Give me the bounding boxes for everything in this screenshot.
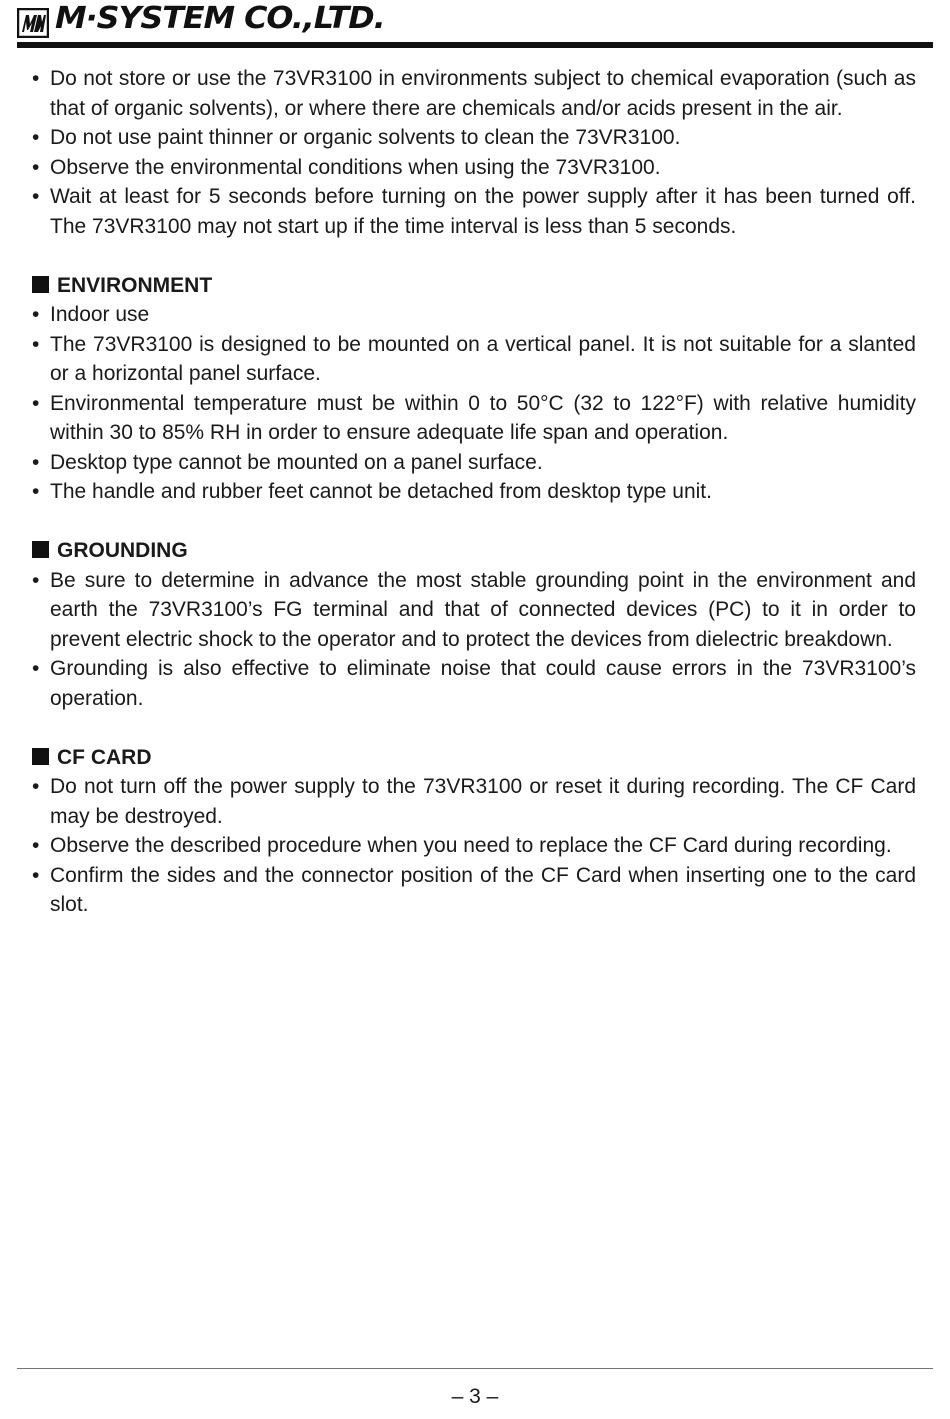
list-item <box>32 182 916 241</box>
list-item <box>32 654 916 713</box>
list-item-text: Desktop type cannot be mounted on a panel surface. <box>50 450 543 474</box>
list-item-text: Wait at least for 5 seconds before turning on the power supply after it has been turned off. The 73VR3100 may not start up if the time interval is less than 5 seconds. <box>50 185 916 238</box>
section-cf-card <box>32 743 916 920</box>
list-item <box>32 330 916 389</box>
section-heading-text: GROUNDING <box>57 539 188 562</box>
section-heading-text: ENVIRONMENT <box>57 273 213 297</box>
list-item-text: Environmental temperature must be within 0 to 50°C (32 to 122°F) with relative humidity within 30 to 85% RH in order to ensure adequate life span and operation. <box>50 391 916 444</box>
list-item <box>32 448 916 478</box>
environment-list <box>32 300 916 507</box>
section-general-precautions <box>32 64 916 241</box>
general-precautions-list <box>32 64 916 241</box>
section-heading-text: CF CARD <box>57 745 152 769</box>
list-item <box>32 300 916 330</box>
list-item <box>32 831 916 861</box>
bullet-icon: • <box>32 391 40 415</box>
grounding-list <box>32 566 916 714</box>
section-heading <box>32 271 916 301</box>
footer-rule <box>17 1368 933 1369</box>
m-system-logo-icon <box>17 8 49 38</box>
section-heading <box>32 536 916 566</box>
list-item-text: The handle and rubber feet cannot be detached from desktop type unit. <box>50 480 712 503</box>
page-number: – 3 – <box>451 1385 499 1408</box>
bullet-icon: • <box>32 67 40 90</box>
list-item <box>32 389 916 448</box>
square-bullet-icon <box>32 541 49 558</box>
page-header <box>17 1 933 48</box>
list-item-text: Do not store or use the 73VR3100 in environments subject to chemical evaporation (such as that of organic solvents), or where there are chemicals and/or acids present in the air. <box>50 67 916 120</box>
list-item-text: Observe the environmental conditions when using the 73VR3100. <box>50 155 661 179</box>
list-item <box>32 123 916 153</box>
bullet-icon: • <box>32 185 40 208</box>
bullet-icon: • <box>32 863 40 887</box>
header-rule <box>17 42 933 48</box>
list-item-text: Do not use paint thinner or organic solvents to clean the 73VR3100. <box>50 126 681 149</box>
list-item-text: The 73VR3100 is designed to be mounted on a vertical panel. It is not suitable for a slanted or a horizontal panel surface. <box>50 332 916 385</box>
company-name: M·SYSTEM CO.,LTD. <box>55 1 385 36</box>
page-content <box>32 64 916 949</box>
list-item-text: Do not turn off the power supply to the 73VR3100 or reset it during recording. The CF Card may be destroyed. <box>50 775 916 828</box>
bullet-icon: • <box>32 332 40 356</box>
list-item-text: Confirm the sides and the connector position of the CF Card when inserting one to the card slot. <box>50 863 916 916</box>
list-item-text: Grounding is also effective to eliminate noise that could cause errors in the 73VR3100’s operation. <box>50 657 916 710</box>
bullet-icon: • <box>32 450 40 474</box>
bullet-icon: • <box>32 126 40 149</box>
list-item <box>32 566 916 655</box>
list-item <box>32 772 916 831</box>
section-heading <box>32 743 916 773</box>
list-item-text: Be sure to determine in advance the most stable grounding point in the environment and earth the 73VR3100’s FG terminal and that of connected devices (PC) to it in order to prevent electric shock to the operator and to protect the devices from dielectric breakdown. <box>50 568 916 651</box>
bullet-icon: • <box>32 303 40 326</box>
bullet-icon: • <box>32 568 40 592</box>
bullet-icon: • <box>32 775 40 798</box>
list-item <box>32 64 916 123</box>
section-environment <box>32 271 916 507</box>
square-bullet-icon <box>32 748 49 765</box>
square-bullet-icon <box>32 276 49 293</box>
list-item-text: Observe the described procedure when you need to replace the CF Card during recording. <box>50 834 892 857</box>
list-item <box>32 153 916 183</box>
list-item <box>32 477 916 507</box>
section-grounding <box>32 536 916 713</box>
list-item <box>32 861 916 920</box>
cf-card-list <box>32 772 916 920</box>
bullet-icon: • <box>32 155 40 179</box>
bullet-icon: • <box>32 657 40 680</box>
bullet-icon: • <box>32 480 40 503</box>
list-item-text: Indoor use <box>50 303 150 326</box>
bullet-icon: • <box>32 834 40 857</box>
